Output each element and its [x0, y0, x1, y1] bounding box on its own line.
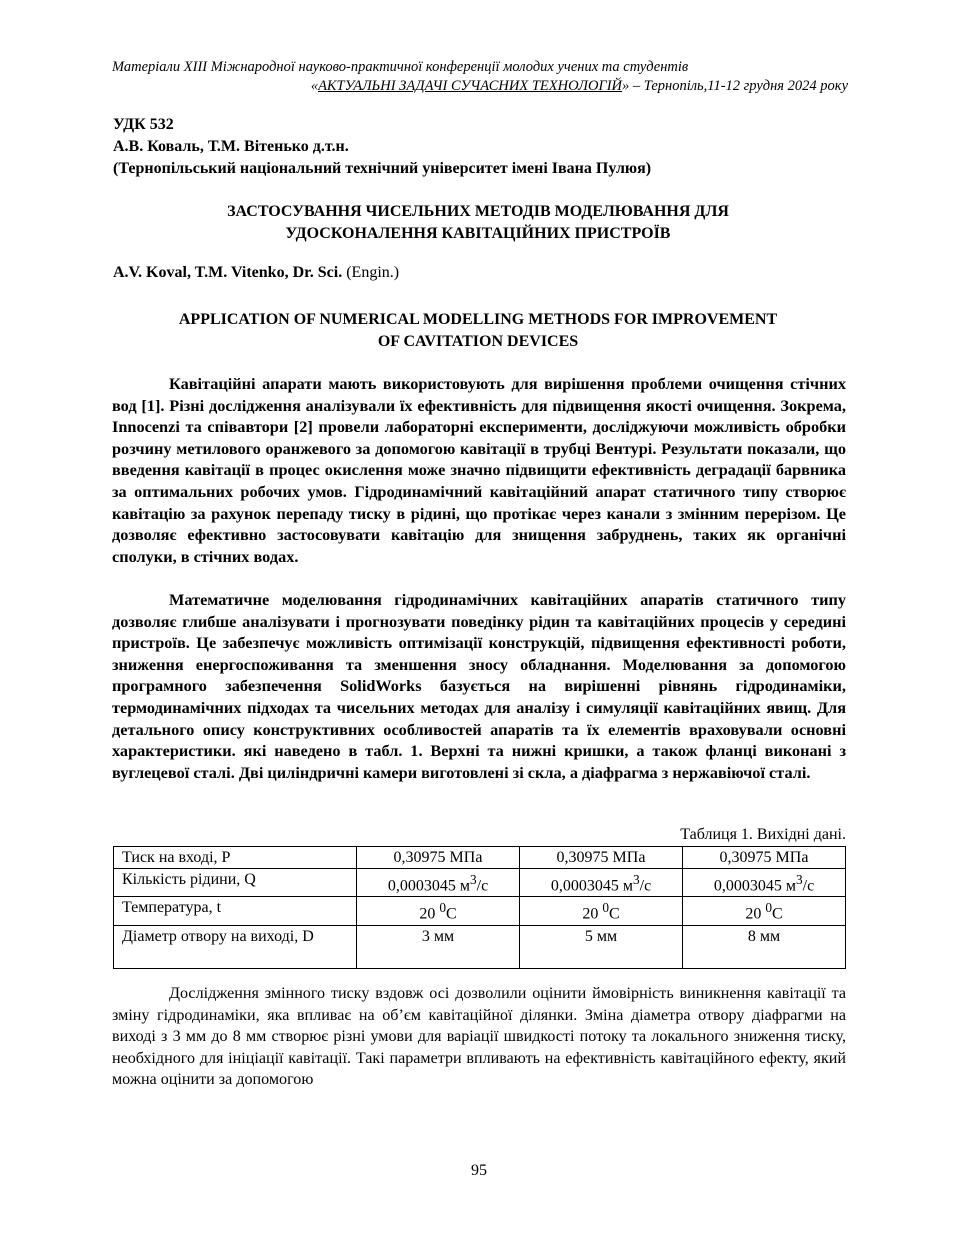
- table-cell: 0,30975 МПа: [520, 847, 683, 869]
- table-cell: [357, 869, 520, 897]
- running-header-location-date: » – Тернопіль,11-12 грудня 2024 року: [622, 78, 848, 94]
- cell-unit: С: [609, 905, 620, 923]
- title-en: [110, 309, 846, 353]
- cell-value: 20: [582, 905, 603, 923]
- table-cell: [520, 869, 683, 897]
- table-cell: 8 мм: [683, 925, 846, 968]
- authors-en-degree: (Engin.): [342, 264, 400, 281]
- udk-code: УДК 532: [113, 116, 174, 133]
- cell-superscript: 0: [602, 900, 609, 916]
- cell-superscript: 0: [439, 900, 446, 916]
- paragraph-2: Математичне моделювання гідродинамічних кавітаційних апаратів статичного типу дозволяє глибше аналізувати і прогнозувати поведінку рідин та кавітаційних процесів у середині пристроїв. Це забезпечує можливість оптимізації конструкцій, підвищення ефективності роботи, зниження енергоспоживання та зменшення зносу обладнання. Моделювання за допомогою програмного забезпечення SolidWorks базується на вирішенні рівнянь гідродинаміки, термодинамічних підходах та чисельних методах для аналізу і симуляції кавітаційних явищ. Для детального опису конструктивних особливостей апаратів та їх елементів враховували основні характеристики. які наведено в табл. 1. Верхні та нижні кришки, а також фланці виконані з вуглецевої сталі. Дві циліндричні камери виготовлені зі скла, а діафрагма з нержавіючої сталі.: [112, 590, 846, 782]
- table-cell: [683, 897, 846, 925]
- title-ua-line2: УДОСКОНАЛЕННЯ КАВІТАЦІЙНИХ ПРИСТРОЇВ: [285, 225, 671, 242]
- paragraph-1: Кавітаційні апарати мають використовують для вирішення проблеми очищення стічних вод [1]. Різні дослідження аналізували їх ефективність для підвищення якості очищення. Зокрема, Innocenzi та співавтори [2] провели лабораторні експерименти, досліджуючи можливість обробки розчину метилового оранжевого за допомогою кавітації в трубці Вентурі. Результати показали, що введення кавітації в процес окислення може значно підвищити ефективність деградації барвника за оптимальних робочих умов. Гідродинамічний кавітаційний апарат статичного типу створює кавітацію за рахунок перепаду тиску в рідині, що протікає через канали з змінним перерізом. Це дозволяє ефективно застосовувати кавітацію для знищення забруднень, таких як органічні сполуки, в стічних водах.: [112, 374, 846, 566]
- table-row: [114, 925, 846, 968]
- table-row: [114, 869, 846, 897]
- cell-unit: /с: [639, 877, 652, 895]
- table-cell-label: Тиск на вході, P: [114, 847, 357, 869]
- running-header-line1: Матеріали XIII Міжнародної науково-практичної конференції молодих учених та студентів: [112, 59, 689, 75]
- cell-value: 20: [419, 905, 440, 923]
- page-number: 95: [471, 1162, 487, 1179]
- cell-superscript: 3: [795, 872, 803, 887]
- table-row: [114, 897, 846, 925]
- table-cell: 0,30975 МПа: [357, 847, 520, 869]
- table-cell: [520, 897, 683, 925]
- table-cell-label: Діаметр отвору на виході, D: [114, 925, 357, 968]
- cell-unit: С: [772, 905, 783, 923]
- authors-en-names: A.V. Koval, T.M. Vitenko, Dr. Sci.: [113, 264, 343, 281]
- cell-value: 0,0003045 м: [713, 877, 796, 895]
- cell-value: 0,0003045 м: [550, 877, 633, 895]
- affiliation: (Тернопільський національний технічний університет імені Івана Пулюя): [113, 160, 652, 177]
- table-cell: [357, 897, 520, 925]
- table-cell: 5 мм: [520, 925, 683, 968]
- table-cell-label: Кількість рідини, Q: [114, 869, 357, 897]
- conference-title: АКТУАЛЬНІ ЗАДАЧІ СУЧАСНИХ ТЕХНОЛОГІЙ: [318, 78, 623, 94]
- cell-unit: /с: [476, 877, 489, 895]
- cell-superscript: 3: [632, 872, 640, 887]
- cell-superscript: 0: [765, 900, 772, 916]
- table-row: [114, 847, 846, 869]
- table-caption: Таблиця 1. Вихідні дані.: [680, 826, 846, 843]
- cell-unit: /с: [802, 877, 815, 895]
- cell-superscript: 3: [469, 872, 477, 887]
- running-header-quote-open: «: [310, 78, 319, 94]
- input-data-table: [113, 846, 846, 969]
- title-ua: [110, 201, 846, 245]
- paragraph-3: Дослідження змінного тиску вздовж осі дозволили оцінити ймовірність виникнення кавітації та зміну гідродинаміки, яка впливає на об’єм кавітаційної ділянки. Зміна діаметра отвору діафрагми на виході з 3 мм до 8 мм створює різні умови для варіації швидкості потоку та локального зниження тиску, необхідного для ініціації кавітації. Такі параметри впливають на ефективність кавітаційного ефекту, який можна оцінити за допомогою: [112, 985, 846, 1089]
- title-ua-line1: ЗАСТОСУВАННЯ ЧИСЕЛЬНИХ МЕТОДІВ МОДЕЛЮВАННЯ ДЛЯ: [227, 203, 729, 220]
- table-cell: 0,30975 МПа: [683, 847, 846, 869]
- title-en-line2: OF CAVITATION DEVICES: [377, 333, 579, 350]
- cell-value: 20: [745, 905, 766, 923]
- cell-value: 0,0003045 м: [387, 877, 470, 895]
- table-cell-label: Температура, t: [114, 897, 357, 925]
- authors-en: [113, 262, 399, 284]
- table-cell: 3 мм: [357, 925, 520, 968]
- table-cell: [683, 869, 846, 897]
- running-header-line2: [112, 77, 848, 95]
- cell-unit: С: [446, 905, 457, 923]
- authors-ua: А.В. Коваль, Т.М. Вітенько д.т.н.: [113, 138, 349, 155]
- title-en-line1: APPLICATION OF NUMERICAL MODELLING METHODS FOR IMPROVEMENT: [178, 311, 778, 328]
